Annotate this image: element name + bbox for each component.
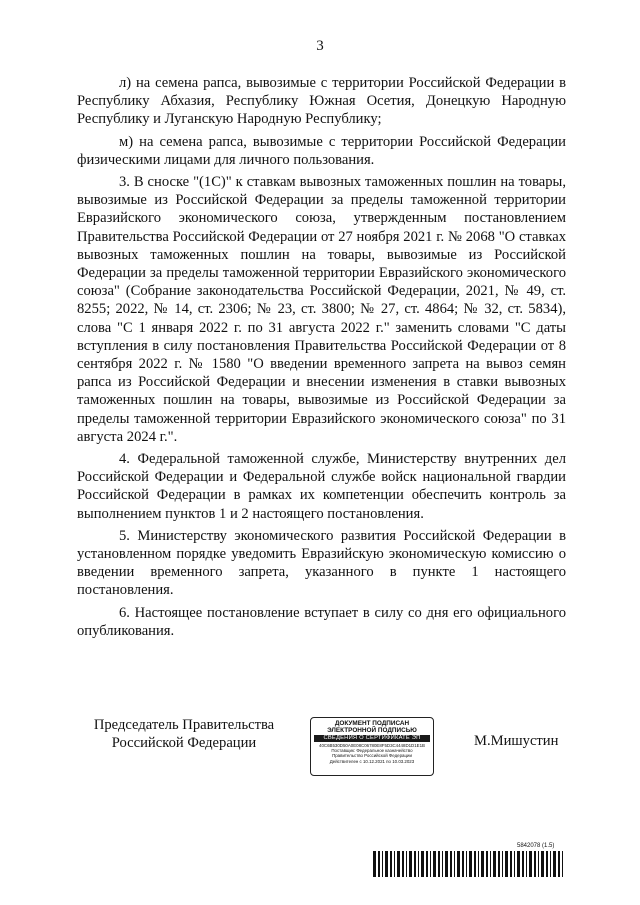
barcode-bar <box>546 851 548 877</box>
barcode-bar <box>522 851 524 877</box>
paragraph-l: л) на семена рапса, вывозимые с территории Российской Федерации в Республику Абхазия, Республику Южная Осетия, Донецкую Народную Республику и Луганскую Народную Республику; <box>77 75 566 128</box>
barcode-bar <box>514 851 515 877</box>
barcode-bar <box>457 851 460 877</box>
paragraph-5: 5. Министерству экономического развития Российской Федерации в установленном порядке уведомить Евразийскую экономическую комиссию о введении временного запрета, указанного в пункте 1 настоящего постановления. <box>77 527 566 599</box>
document-body <box>77 74 566 644</box>
barcode-bar <box>526 851 527 877</box>
signatory-position <box>84 716 284 752</box>
barcode-bar <box>541 851 544 877</box>
barcode-bar <box>406 851 407 877</box>
barcode-bar <box>462 851 464 877</box>
barcode-bar <box>529 851 532 877</box>
barcode-bar <box>450 851 452 877</box>
barcode-bar <box>397 851 400 877</box>
barcode-bar <box>505 851 508 877</box>
barcode-bar <box>442 851 443 877</box>
barcode-bar <box>510 851 512 877</box>
stamp-validity: Действителен с 10.12.2021 по 10.03.2023 <box>329 758 415 764</box>
paragraph-3: 3. В сноске "(1С)" к ставкам вывозных таможенных пошлин на товары, вывозимые из Российской Федерации за пределы таможенной территории Евразийского экономического союза, утвержденным постановлением Правительства Российской Федерации от 27 ноября 2021 г. № 2068 "О ставках вывозных таможенных пошлин на товары, вывозимые из Российской Федерации за пределы таможенной территории Евразийского экономического союза" (Собрание законодательства Российской Федерации, 2021, № 49, ст. 8255; 2022, № 14, ст. 2306; № 23, ст. 3800; № 27, ст. 4864; № 32, ст. 5834), слова "С 1 января 2022 г. по 31 августа 2022 г." заменить словами "С даты вступления в силу постановления Правительства Российской Федерации от 8 сентября 2022 г. № 1580 "О введении временного запрета на вывоз семян рапса из Российской Федерации и внесении изменения в ставки вывозных таможенных пошлин на товары, вывозимые из Российской Федерации за пределы таможенной территории Евразийского экономического союза" по 31 августа 2024 г.". <box>77 174 566 445</box>
barcode-bar <box>418 851 419 877</box>
signatory-position-line1: Председатель Правительства <box>93 717 275 733</box>
barcode-bar <box>421 851 424 877</box>
barcode-bar <box>373 851 376 877</box>
barcode-bar <box>382 851 383 877</box>
barcode-bar <box>378 851 380 877</box>
stamp-title <box>311 720 433 734</box>
paragraph-4: 4. Федеральной таможенной службе, Министерству внутренних дел Российской Федерации и Федеральной службе войск национальной гвардии Российской Федерации в рамках их компетенции обеспечить контроль за выполнением пунктов 1 и 2 настоящего постановления. <box>77 451 566 522</box>
barcode-bar <box>438 851 440 877</box>
barcode-bar <box>394 851 395 877</box>
barcode-bar <box>454 851 455 877</box>
barcode-bar <box>385 851 388 877</box>
barcode-bar <box>486 851 488 877</box>
barcode-bar <box>390 851 392 877</box>
barcode-bar <box>493 851 496 877</box>
barcode-bar <box>478 851 479 877</box>
barcode-bar <box>550 851 551 877</box>
stamp-issuer: Поставщик: Федеральное казначейство <box>331 748 413 754</box>
barcode-bar <box>534 851 536 877</box>
barcode-bar <box>517 851 520 877</box>
barcode-bar <box>538 851 539 877</box>
barcode-bar <box>558 851 560 877</box>
barcode-bar <box>433 851 436 877</box>
barcode-bar <box>426 851 428 877</box>
barcode <box>373 851 565 877</box>
electronic-signature-stamp <box>310 717 434 776</box>
barcode-bar <box>466 851 467 877</box>
paragraph-6: 6. Настоящее постановление вступает в силу со дня его официального опубликования. <box>77 604 566 639</box>
signatory-name: М.Мишустин <box>474 733 559 749</box>
barcode-bar <box>490 851 491 877</box>
barcode-number: 5842078 (1.5) <box>517 843 555 849</box>
barcode-bar <box>402 851 404 877</box>
page-number: 3 <box>316 38 324 54</box>
stamp-header: СВЕДЕНИЯ О СЕРТИФИКАТЕ ЭП <box>314 735 430 742</box>
signatory-position-line2: Российской Федерации <box>111 735 257 751</box>
barcode-bar <box>498 851 500 877</box>
barcode-bar <box>553 851 556 877</box>
barcode-bar <box>474 851 476 877</box>
barcode-bar <box>445 851 448 877</box>
stamp-owner: Правительство Российской Федерации <box>332 753 412 759</box>
barcode-bar <box>414 851 416 877</box>
barcode-bar <box>562 851 563 877</box>
stamp-serial: 40C6B530D50A0E08C06780E8F5D3C4448D1D1E1B <box>319 743 425 748</box>
stamp-title-line1: ДОКУМЕНТ ПОДПИСАН <box>334 720 410 727</box>
paragraph-m: м) на семена рапса, вывозимые с территории Российской Федерации физическими лицами для личного пользования. <box>77 133 566 168</box>
barcode-bar <box>469 851 472 877</box>
barcode-bar <box>409 851 412 877</box>
barcode-bar <box>502 851 503 877</box>
stamp-title-line2: ЭЛЕКТРОННОЙ ПОДПИСЬЮ <box>327 727 417 734</box>
barcode-bar <box>430 851 431 877</box>
barcode-bar <box>481 851 484 877</box>
